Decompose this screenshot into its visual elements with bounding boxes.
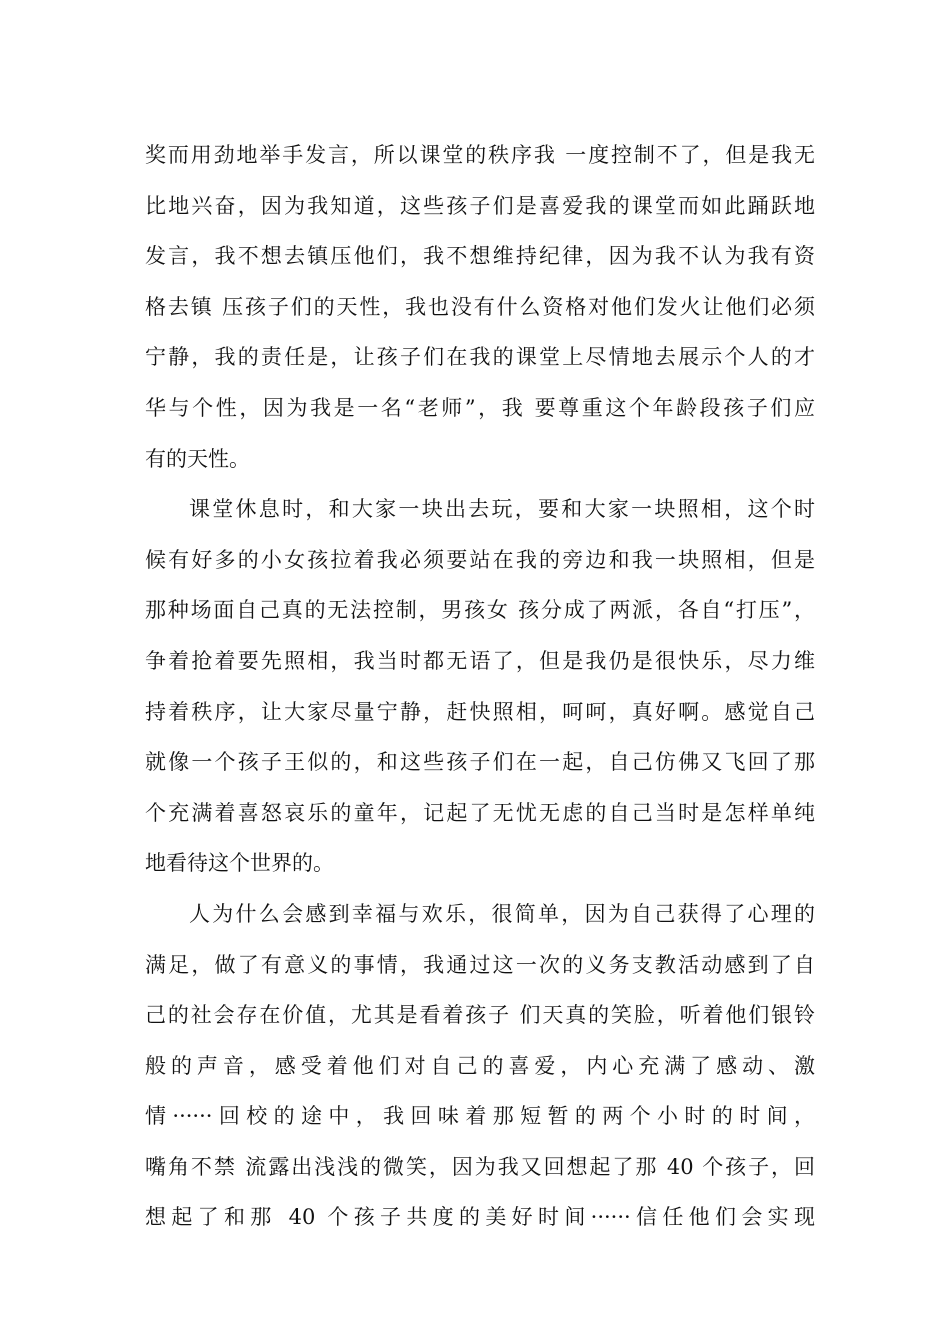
paragraph-first-line: 课堂休息时，和大家一块出去玩，要和大家一块照相，这个时 — [189, 497, 815, 522]
text-line: 奖而用劲地举手发言，所以课堂的秩序我 一度控制不了，但是我无 — [145, 143, 815, 167]
text-line: 有的天性。 — [145, 446, 250, 471]
paragraph-first-line: 人为什么会感到幸福与欢乐，很简单，因为自己获得了心理的 — [189, 901, 815, 926]
text-line: 发言，我不想去镇压他们，我不想维持纪律，因为我不认为我有资 — [145, 244, 815, 269]
text-line: 持着秩序，让大家尽量宁静，赶快照相，呵呵，真好啊。感觉自己 — [145, 699, 815, 724]
text-line: 那种场面自己真的无法控制，男孩女 孩分成了两派，各自“打压”， — [145, 598, 815, 623]
text-line: 个充满着喜怒哀乐的童年，记起了无忧无虑的自己当时是怎样单纯 — [145, 800, 815, 825]
text-line: 比地兴奋，因为我知道，这些孩子们是喜爱我的课堂而如此踊跃地 — [145, 193, 815, 218]
text-line: 地看待这个世界的。 — [145, 851, 334, 876]
document-body — [145, 130, 815, 1243]
text-line: 宁静，我的责任是，让孩子们在我的课堂上尽情地去展示个人的才 — [145, 345, 815, 370]
text-line: 情······回校的途中，我回味着那短暂的两个小时的时间， — [145, 1104, 815, 1129]
text-line: 嘴角不禁 流露出浅浅的微笑，因为我又回想起了那 40 个孩子，回 — [145, 1154, 815, 1179]
text-line: 格去镇 压孩子们的天性，我也没有什么资格对他们发火让他们必须 — [145, 294, 815, 319]
text-line: 候有好多的小女孩拉着我必须要站在我的旁边和我一块照相，但是 — [145, 547, 815, 572]
text-line: 般的声音，感受着他们对自己的喜爱，内心充满了感动、激 — [145, 1053, 815, 1078]
text-line: 己的社会存在价值，尤其是看着孩子 们天真的笑脸，听着他们银铃 — [145, 1003, 815, 1028]
text-line: 华与个性，因为我是一名“老师”，我 要尊重这个年龄段孩子们应 — [145, 395, 815, 420]
text-line: 满足，做了有意义的事情，我通过这一次的义务支教活动感到了自 — [145, 952, 815, 977]
text-line: 想起了和那 40 个孩子共度的美好时间······信任他们会实现 — [145, 1205, 815, 1230]
text-line: 争着抢着要先照相，我当时都无语了，但是我仍是很快乐，尽力维 — [145, 648, 815, 673]
text-line: 就像一个孩子王似的，和这些孩子们在一起，自己仿佛又飞回了那 — [145, 750, 815, 775]
